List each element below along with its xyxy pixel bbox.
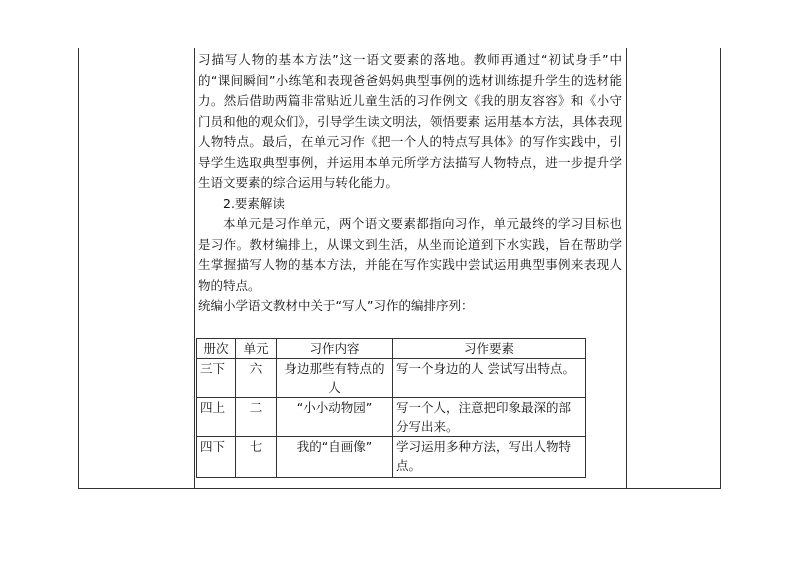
paragraph-2: 本单元是习作单元，两个语文要素都指向习作，单元最终的学习目标也是习作。教材编排上，从课文到生活，从坐而论道到下水实践，旨在帮助学生掌握描写人物的基本方法，并能在写作实践中尝试运用典型事例来表现人物的特点。 (198, 216, 622, 293)
header-content: 习作内容 (277, 339, 393, 359)
table-intro: 统编小学语文教材中关于“写人”习作的编排序列： (198, 298, 474, 313)
cell-volume: 四下 (197, 437, 236, 478)
table-row (197, 437, 586, 478)
column-divider-right (626, 48, 627, 489)
header-unit: 单元 (236, 339, 277, 359)
table-row (197, 398, 586, 437)
table-header-row (197, 339, 586, 359)
cell-volume: 三下 (197, 359, 236, 398)
cell-unit: 二 (236, 398, 277, 437)
cell-content: 身边那些有特点的人 (277, 359, 393, 398)
cell-content: “小小动物园” (277, 398, 393, 437)
header-volume: 册次 (197, 339, 236, 359)
section-heading: 2.要素解读 (223, 195, 285, 211)
table-row (197, 359, 586, 398)
cell-element: 写一个身边的人 尝试写出特点。 (393, 359, 586, 398)
writing-sequence-table (196, 338, 586, 478)
cell-unit: 六 (236, 359, 277, 398)
cell-unit: 七 (236, 437, 277, 478)
column-divider-left (194, 48, 195, 489)
cell-content: 我的“自画像” (277, 437, 393, 478)
paragraph-1: 习描写人物的基本方法”这一语文要素的落地。教师再通过“初试身手”中的“课间瞬间”小练笔和表现爸爸妈妈典型事例的选材训练提升学生的选材能力。然后借助两篇非常贴近儿童生活的习作例文《我的朋友容容》和《小守门员和他的观众们》，引导学生读文明法，领悟要素 运用基本方法，具体表现人物特点。最后，在单元习作《把一个人的特点写具体》的写作实践中，引导学生选取典型事例，并运用本单元所学方法描写人物特点，进一步提升学生语文要素的综合运用与转化能力。 (198, 52, 622, 190)
header-element: 习作要素 (393, 339, 586, 359)
cell-element: 学习运用多种方法，写出人物特点。 (393, 437, 586, 478)
cell-element: 写一个人，注意把印象最深的部分写出来。 (393, 398, 586, 437)
main-text (198, 50, 622, 317)
cell-volume: 四上 (197, 398, 236, 437)
